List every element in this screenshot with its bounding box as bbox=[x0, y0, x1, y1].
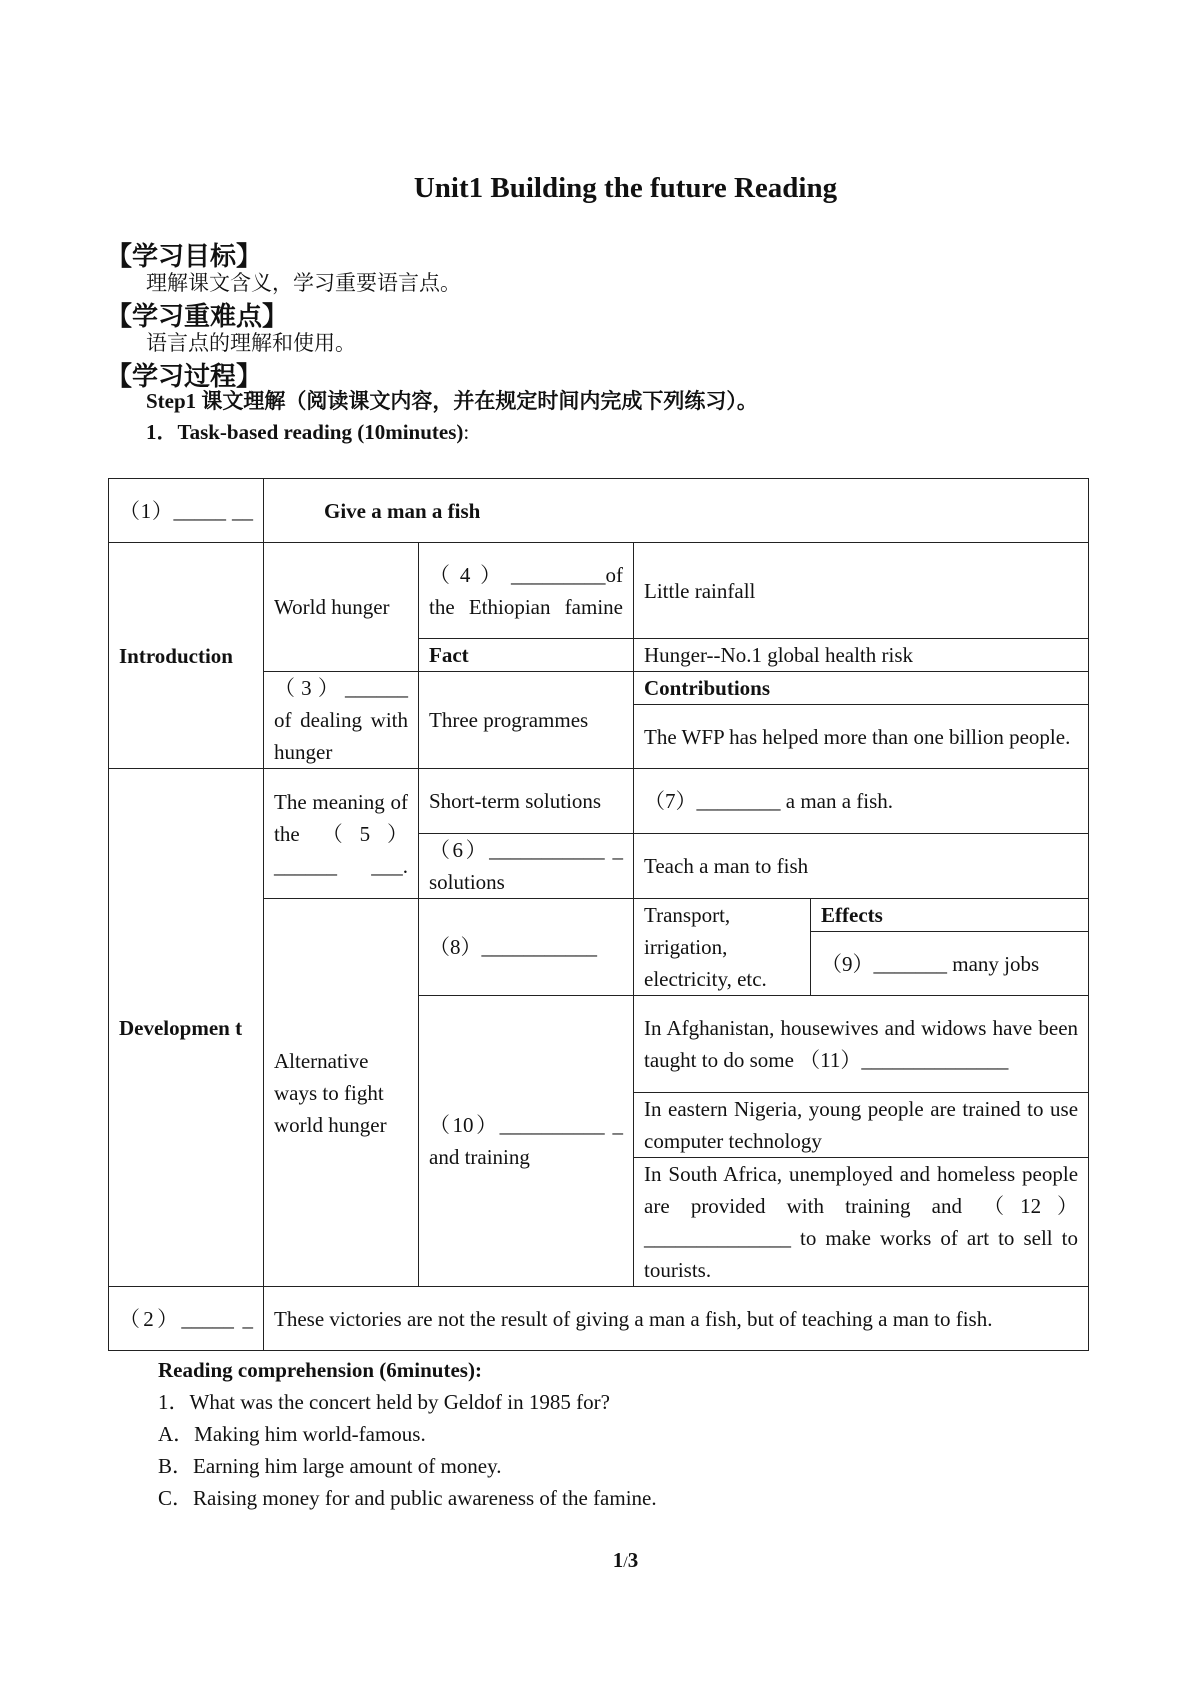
process-heading: 【学习过程】 bbox=[106, 362, 263, 391]
hunger-fact-cell: Hunger--No.1 global health risk bbox=[634, 639, 1089, 672]
little-rainfall-cell: Little rainfall bbox=[634, 543, 1089, 639]
page-total: 3 bbox=[627, 1548, 639, 1572]
alternative-cell: Alternative ways to fight world hunger bbox=[264, 899, 419, 1287]
task-heading-label: 1．Task-based reading (10minutes) bbox=[146, 420, 464, 444]
blank-8-cell: （8）___________ bbox=[419, 899, 634, 996]
comprehension-heading: Reading comprehension (6minutes): bbox=[158, 1358, 482, 1382]
blank-4-cell: （4）_________of the Ethiopian famine bbox=[419, 543, 634, 639]
blank-6-cell: （6）___________ _ solutions bbox=[419, 834, 634, 899]
transport-cell: Transport, irrigation, electricity, etc. bbox=[634, 899, 811, 996]
fact-label: Fact bbox=[419, 639, 634, 672]
blank-10-cell: （10）__________ _ and training bbox=[419, 996, 634, 1287]
page-title: Unit1 Building the future Reading bbox=[413, 172, 838, 204]
step1-text: Step1 课文理解（阅读课文内容，并在规定时间内完成下列练习）。 bbox=[146, 389, 758, 413]
page-sep: / bbox=[623, 1554, 628, 1571]
wfp-cell: The WFP has helped more than one billion people. bbox=[634, 705, 1089, 769]
keypoints-heading: 【学习重难点】 bbox=[106, 302, 289, 331]
page-number bbox=[0, 1548, 1191, 1573]
teach-cell: Teach a man to fish bbox=[634, 834, 1089, 899]
goals-heading: 【学习目标】 bbox=[106, 242, 263, 271]
option-a: A．Making him world-famous. bbox=[158, 1422, 426, 1446]
title-cell: Give a man a fish bbox=[264, 479, 1089, 543]
blank-2-cell: （2）_____ _ bbox=[109, 1287, 264, 1351]
option-b: B．Earning him large amount of money. bbox=[158, 1454, 502, 1478]
three-programmes-cell: Three programmes bbox=[419, 672, 634, 769]
afghanistan-cell: In Afghanistan, housewives and widows have been taught to do some （11）______________ bbox=[634, 996, 1089, 1093]
contributions-label: Contributions bbox=[634, 672, 1089, 705]
conclusion-cell: These victories are not the result of giving a man a fish, but of teaching a man to fish. bbox=[264, 1287, 1089, 1351]
task-heading-colon: : bbox=[463, 420, 470, 444]
page-current: 1 bbox=[612, 1548, 624, 1572]
introduction-label: Introduction bbox=[109, 543, 264, 769]
south-africa-cell: In South Africa, unemployed and homeless people are provided with training and （12）______________ to make works of art to sell to tourists. bbox=[634, 1158, 1089, 1287]
goals-text: 理解课文含义，学习重要语言点。 bbox=[146, 271, 461, 295]
task-table bbox=[108, 478, 1089, 1351]
blank-7-cell: （7）________ a man a fish. bbox=[634, 769, 1089, 834]
question-1: 1．What was the concert held by Geldof in 1985 for? bbox=[158, 1390, 610, 1414]
short-term-cell: Short-term solutions bbox=[419, 769, 634, 834]
keypoints-text: 语言点的理解和使用。 bbox=[146, 331, 356, 355]
world-hunger-cell: World hunger bbox=[264, 543, 419, 672]
development-label: Developmen t bbox=[109, 769, 264, 1287]
option-c: C．Raising money for and public awareness of the famine. bbox=[158, 1486, 657, 1510]
blank-1-cell: （1）_____ __ bbox=[109, 479, 264, 543]
blank-9-cell: （9）_______ many jobs bbox=[811, 932, 1089, 996]
effects-label: Effects bbox=[811, 899, 1089, 932]
blank-3-cell: （3）______ of dealing with hunger bbox=[264, 672, 419, 769]
nigeria-cell: In eastern Nigeria, young people are trained to use computer technology bbox=[634, 1093, 1089, 1158]
meaning-cell: The meaning of the （5）______ ___. bbox=[264, 769, 419, 899]
task-heading bbox=[146, 419, 469, 445]
